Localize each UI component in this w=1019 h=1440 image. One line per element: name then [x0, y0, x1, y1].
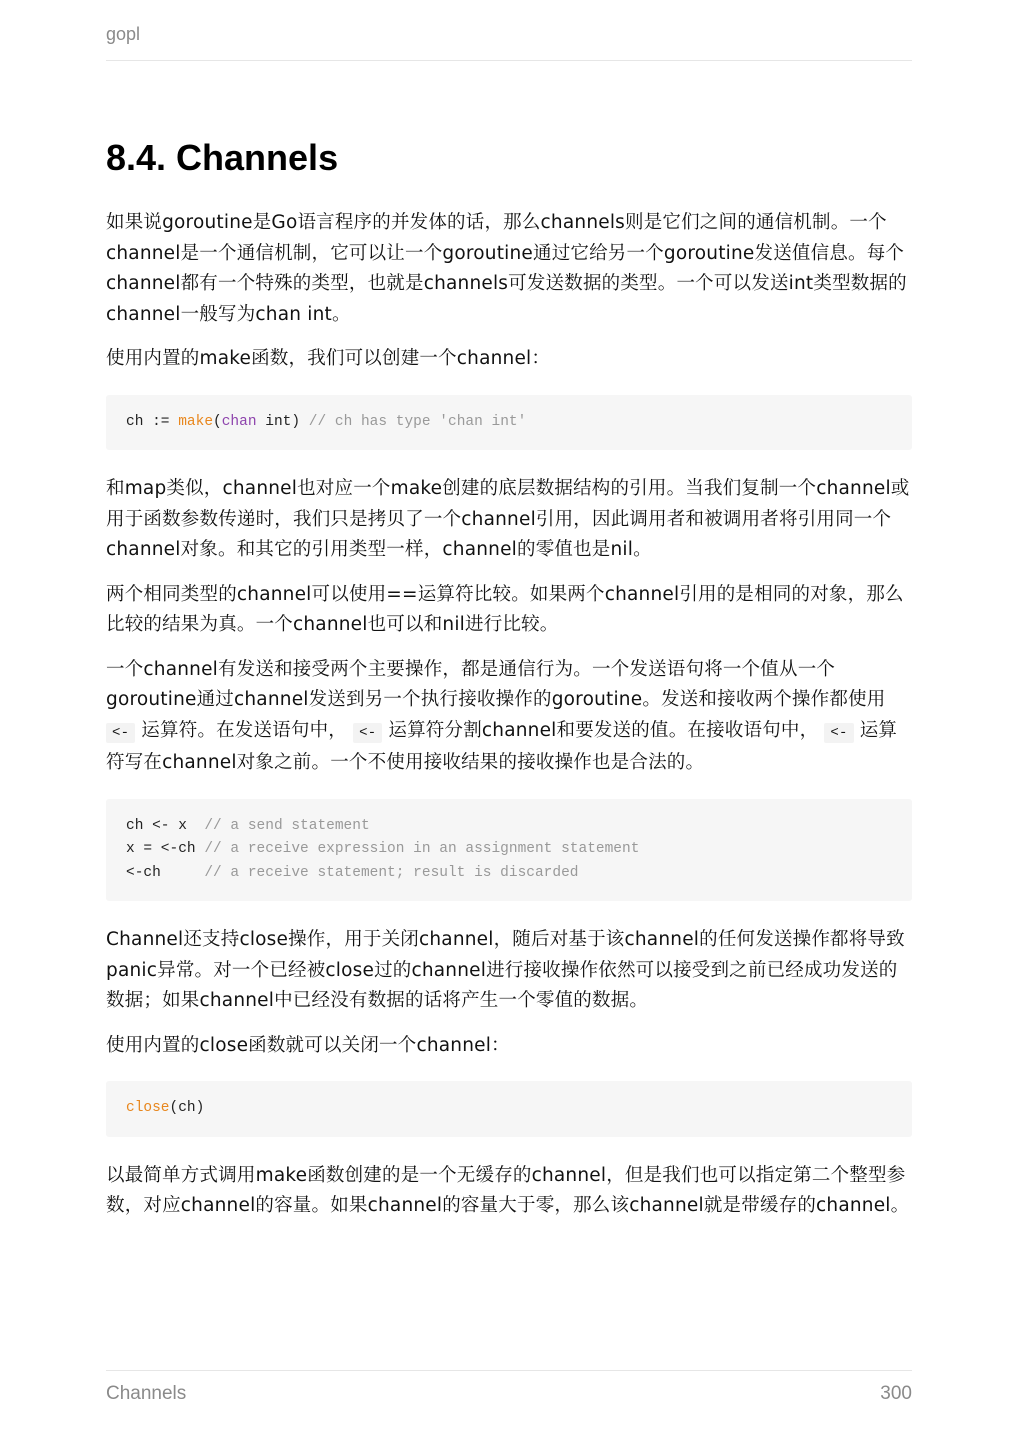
code-line: [126, 862, 892, 886]
inline-code-arrow: <-: [106, 723, 135, 743]
code-comment: // ch has type 'chan int': [308, 413, 527, 430]
section-title: 8.4. Channels: [106, 137, 339, 178]
page-header: [106, 24, 912, 61]
code-comment: // a receive expression in an assignment statement: [204, 841, 640, 857]
code-text: (ch): [169, 1100, 205, 1116]
main-content: [106, 134, 912, 1236]
code-line: [126, 815, 892, 839]
book-title: gopl: [106, 24, 141, 44]
code-comment: // a receive statement; result is discarded: [204, 864, 579, 881]
code-block-make: [106, 395, 912, 451]
code-keyword-chan: chan: [221, 413, 257, 430]
code-func-make: make: [178, 413, 214, 430]
code-block-close: [106, 1081, 912, 1137]
text-segment: 运算符分割channel和要发送的值。在接收语句中，: [388, 719, 819, 741]
code-text: x = <-ch: [126, 841, 205, 857]
code-text: ch <- x: [126, 817, 205, 834]
paragraph-intro: 如果说goroutine是Go语言程序的并发体的话，那么channels则是它们之间的通信机制。一个channel是一个通信机制，它可以让一个goroutine通过它给另一个goroutine发送值信息。每个channel都有一个特殊的类型，也就是channels可发送数据的类型。一个可以发送int类型数据的channel一般写为chan int。: [106, 212, 907, 325]
code-text: <-ch: [126, 864, 205, 881]
text-segment: 运算符写在channel对象之前。一个不使用接收结果的接收操作也是合法的。: [106, 719, 898, 773]
paragraph-close-func: 使用内置的close函数就可以关闭一个channel：: [106, 1034, 510, 1056]
footer-chapter: Channels: [106, 1383, 187, 1404]
code-text: int): [256, 413, 309, 430]
page-footer: [106, 1370, 912, 1405]
code-block-send-receive: [106, 799, 912, 902]
paragraph-reference: 和map类似，channel也对应一个make创建的底层数据结构的引用。当我们复制一个channel或用于函数参数传递时，我们只是拷贝了一个channel引用，因此调用者和被调用者将引用同一个channel对象。和其它的引用类型一样，channel的零值也是nil。: [106, 478, 910, 560]
paragraph-operations: [106, 655, 912, 779]
code-line: [126, 838, 892, 862]
inline-code-arrow: <-: [353, 723, 382, 743]
code-text: (: [213, 413, 222, 430]
text-segment: 一个channel有发送和接受两个主要操作，都是通信行为。一个发送语句将一个值从一个goroutine通过channel发送到另一个执行接收操作的goroutine。发送和接收两个操作都使用: [106, 658, 886, 710]
code-func-close: close: [126, 1100, 170, 1116]
code-text: ch :=: [126, 413, 179, 430]
paragraph-buffered: 以最简单方式调用make函数创建的是一个无缓存的channel，但是我们也可以指定第二个整型参数，对应channel的容量。如果channel的容量大于零，那么该channel就是带缓存的channel。: [106, 1164, 910, 1216]
paragraph-compare: 两个相同类型的channel可以使用==运算符比较。如果两个channel引用的是相同的对象，那么比较的结果为真。一个channel也可以和nil进行比较。: [106, 583, 904, 635]
paragraph-close: Channel还支持close操作，用于关闭channel，随后对基于该channel的任何发送操作都将导致panic异常。对一个已经被close过的channel进行接收操作依然可以接受到之前已经成功发送的数据；如果channel中已经没有数据的话将产生一个零值的数据。: [106, 929, 905, 1011]
page-number: 300: [880, 1383, 912, 1404]
paragraph-make: 使用内置的make函数，我们可以创建一个channel：: [106, 348, 551, 369]
text-segment: 运算符。在发送语句中，: [141, 719, 347, 741]
inline-code-arrow: <-: [824, 723, 853, 743]
code-comment: // a send statement: [204, 817, 370, 834]
